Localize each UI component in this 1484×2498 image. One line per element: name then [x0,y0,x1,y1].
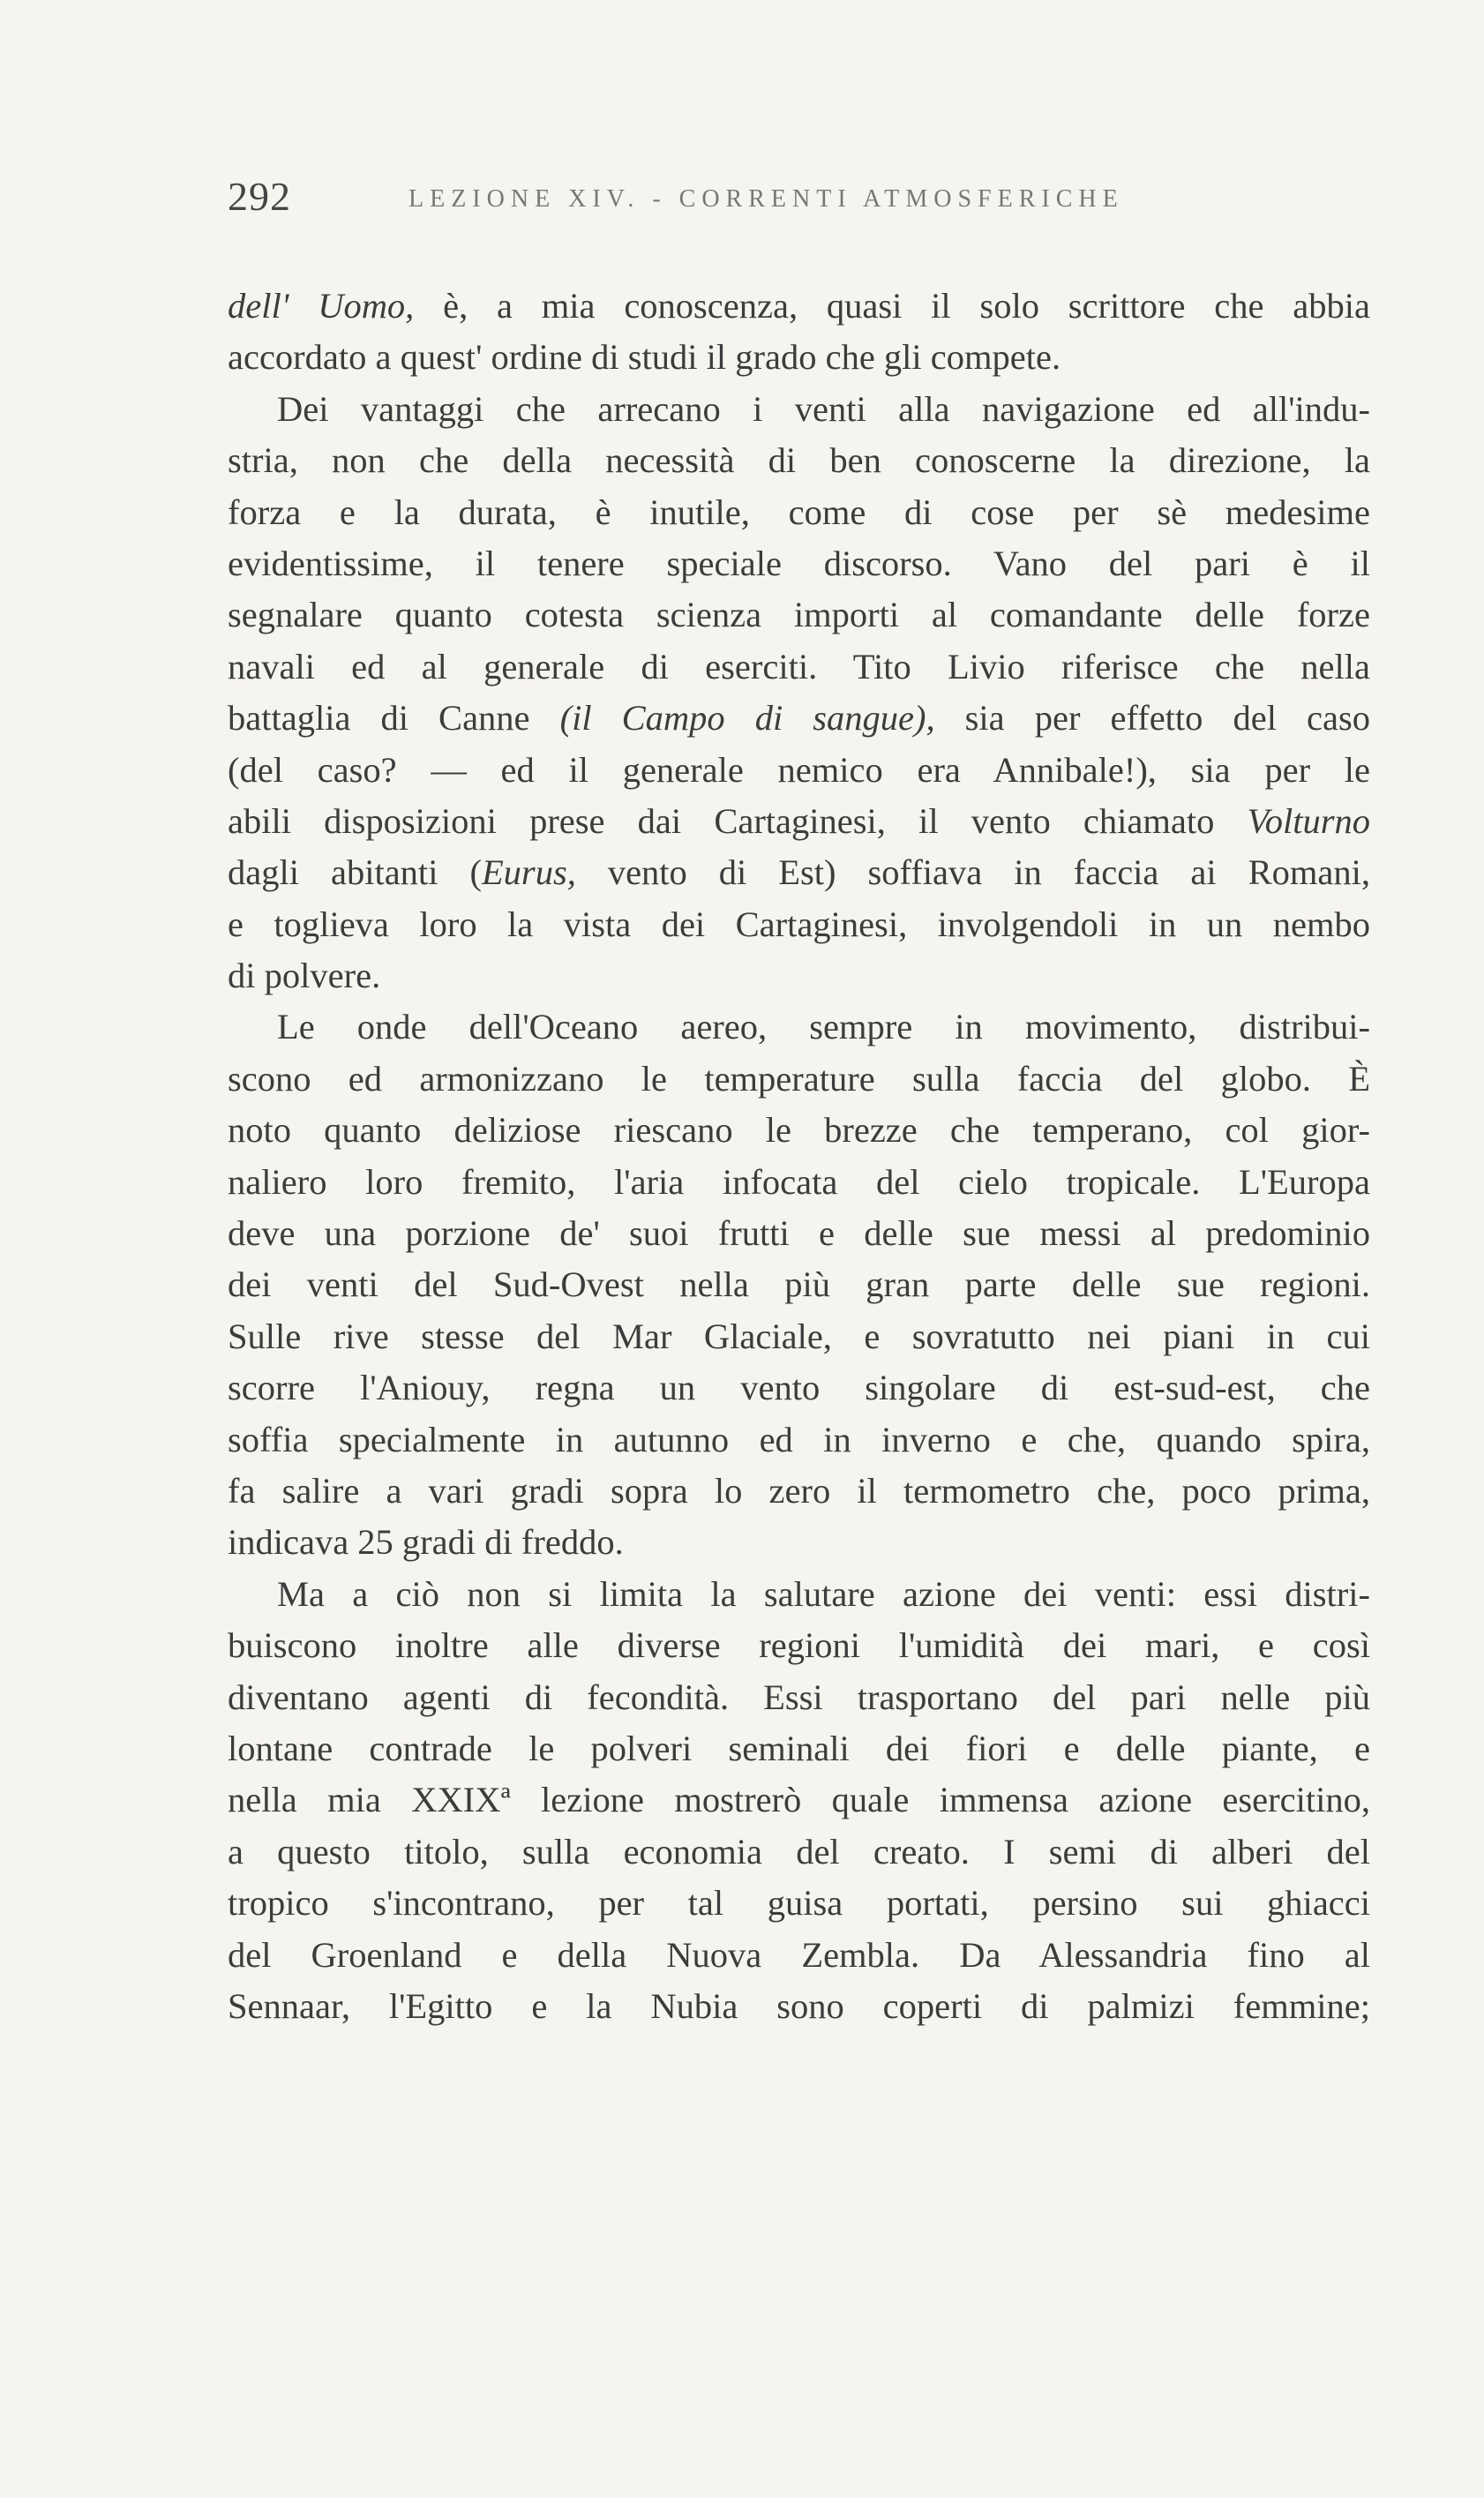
text-line: diventano agenti di fecondità. Essi trasportano del pari nelle più [228,1677,1370,1717]
running-head: LEZIONE XIV. - CORRENTI ATMOSFERICHE [408,185,1124,213]
text-line: a questo titolo, sulla economia del creato. I semi di alberi del [228,1831,1370,1872]
text-line: noto quanto deliziose riescano le brezze che temperano, col gior- [228,1110,1370,1151]
text-line: stria, non che della necessità di ben conoscerne la direzione, la [228,440,1370,481]
text-line: Le onde dell'Oceano aereo, sempre in movimento, distribui- [277,1007,1370,1047]
text-line: navali ed al generale di eserciti. Tito Livio riferisce che nella [228,646,1370,686]
text-line: Ma a ciò non si limita la salutare azione dei venti: essi distri- [277,1573,1370,1614]
text-line: e toglieva loro la vista dei Cartaginesi, involgendoli in un nembo [228,904,1370,944]
text-line: scono ed armonizzano le temperature sulla faccia del globo. È [228,1058,1370,1099]
text-line: battaglia di Canne (il Campo di sangue), sia per effetto del caso [228,698,1370,739]
text-line: accordato a quest' ordine di studi il grado che gli compete. [228,337,1061,378]
text-line: lontane contrade le polveri seminali dei fiori e delle piante, e [228,1728,1370,1768]
text-line: Dei vantaggi che arrecano i venti alla navigazione ed all'indu- [277,388,1370,429]
text-line: di polvere. [228,956,381,996]
text-line: deve una porzione de' suoi frutti e delle sue messi al predominio [228,1213,1370,1254]
text-line: dagli abitanti (Eurus, vento di Est) soffiava in faccia ai Romani, [228,852,1370,893]
text-line: del Groenland e della Nuova Zembla. Da Alessandria fino al [228,1934,1370,1975]
text-line: soffia specialmente in autunno ed in inverno e che, quando spira, [228,1419,1370,1459]
text-line: (del caso? — ed il generale nemico era Annibale!), sia per le [228,749,1370,790]
text-line: dei venti del Sud-Ovest nella più gran parte delle sue regioni. [228,1264,1370,1305]
page-number: 292 [228,174,291,219]
text-line: Sennaar, l'Egitto e la Nubia sono coperti di palmizi femmine; [228,1985,1370,2026]
text-line: fa salire a vari gradi sopra lo zero il termometro che, poco prima, [228,1470,1370,1511]
text-line: scorre l'Aniouy, regna un vento singolare di est-sud-est, che [228,1368,1370,1408]
text-line: dell' Uomo, è, a mia conoscenza, quasi il solo scrittore che abbia [228,286,1370,326]
text-line: segnalare quanto cotesta scienza importi al comandante delle forze [228,595,1370,635]
text-line: tropico s'incontrano, per tal guisa portati, persino sui ghiacci [228,1883,1370,1924]
text-line: evidentissime, il tenere speciale discorso. Vano del pari è il [228,543,1370,583]
text-line: buiscono inoltre alle diverse regioni l'umidità dei mari, e così [228,1625,1370,1666]
text-line: forza e la durata, è inutile, come di cose per sè medesime [228,491,1370,532]
body-text [228,281,1370,2032]
text-line: nella mia XXIXª lezione mostrerò quale immensa azione esercitino, [228,1780,1370,1820]
text-line: naliero loro fremito, l'aria infocata del cielo tropicale. L'Europa [228,1161,1370,1202]
text-line: abili disposizioni prese dai Cartaginesi, il vento chiamato Volturno [228,800,1370,841]
page-header [228,173,1366,226]
text-line: indicava 25 gradi di freddo. [228,1522,624,1563]
text-line: Sulle rive stesse del Mar Glaciale, e sovratutto nei piani in cui [228,1316,1370,1356]
